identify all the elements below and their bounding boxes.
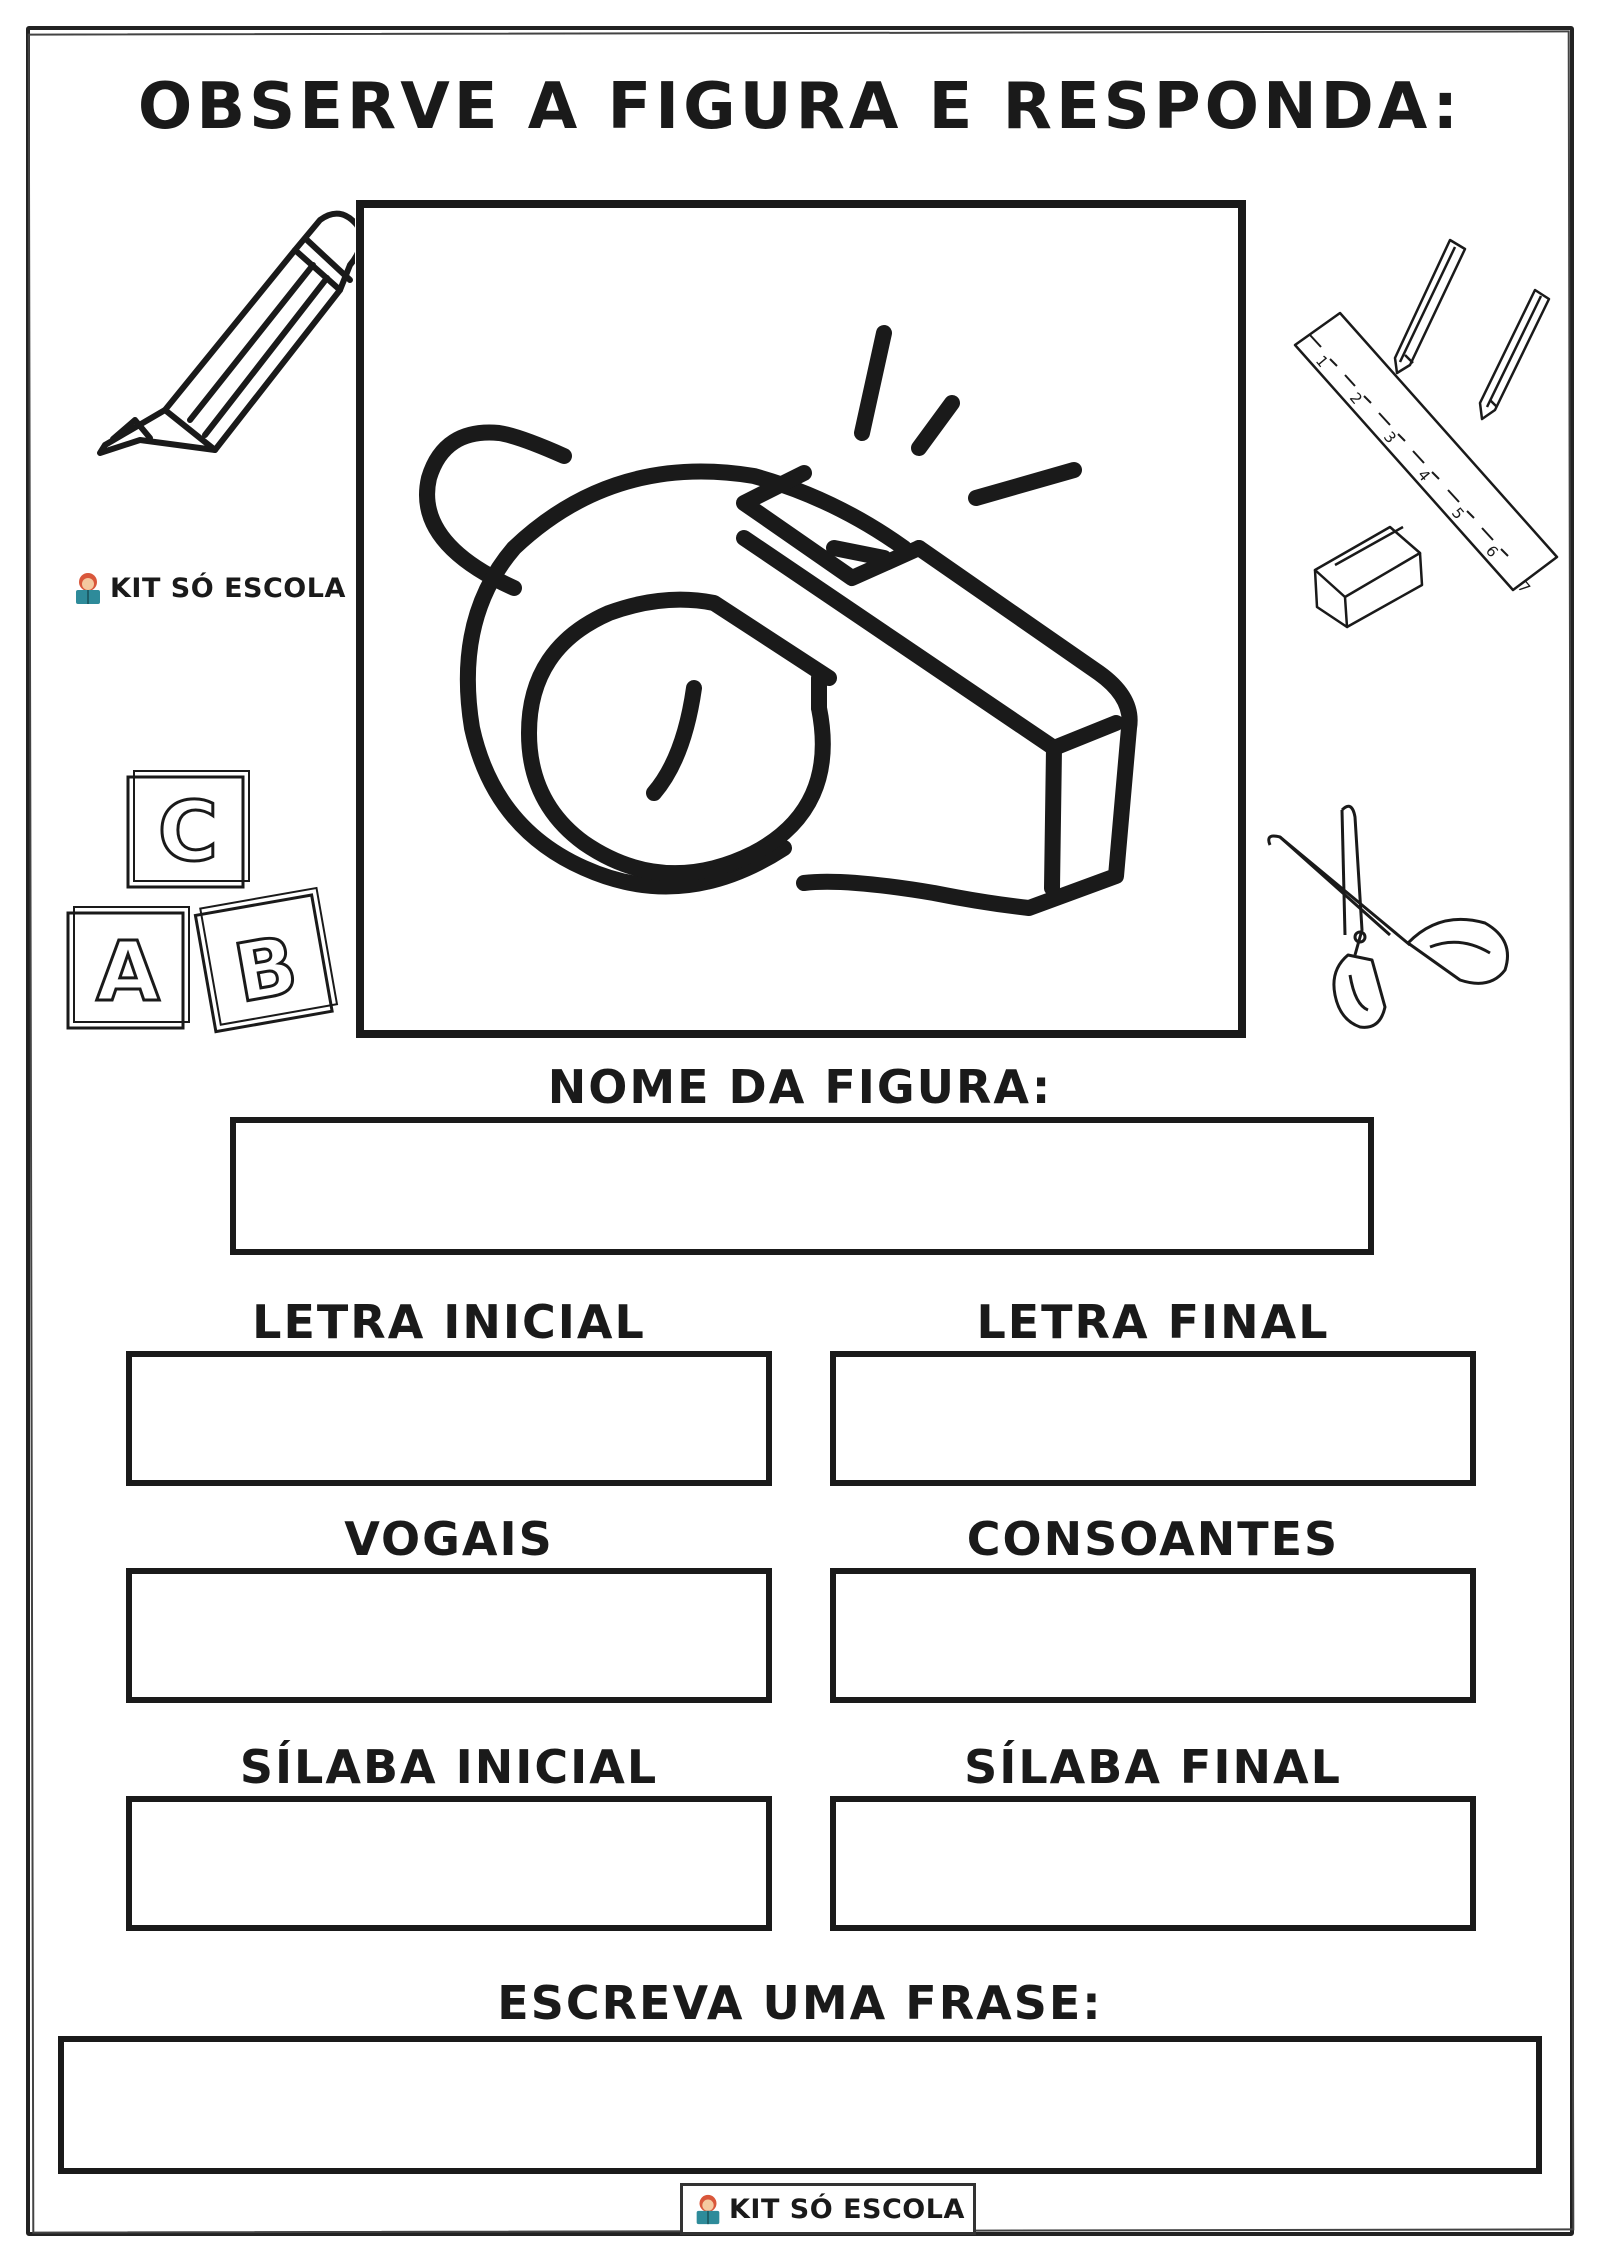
name-label: NOME DA FIGURA: bbox=[547, 1060, 1053, 1114]
sentence-label: ESCREVA UMA FRASE: bbox=[497, 1976, 1103, 2030]
last-syllable-label: SÍLABA FINAL bbox=[964, 1740, 1342, 1794]
first-letter-label: LETRA INICIAL bbox=[252, 1295, 646, 1349]
ruler-number: 5 bbox=[1447, 504, 1468, 523]
ruler-number: 4 bbox=[1413, 466, 1434, 485]
reading-kid-icon bbox=[70, 570, 106, 606]
ruler-number: 2 bbox=[1345, 389, 1366, 408]
name-answer-box[interactable] bbox=[230, 1117, 1374, 1255]
page-title: OBSERVE A FIGURA E RESPONDA: bbox=[137, 70, 1463, 144]
last-letter-label: LETRA FINAL bbox=[976, 1295, 1330, 1349]
whistle-icon bbox=[364, 208, 1238, 1030]
block-a-letter: A bbox=[96, 925, 160, 1020]
vowels-answer-box[interactable] bbox=[126, 1568, 772, 1703]
scissors-icon bbox=[1260, 795, 1520, 1070]
first-syllable-label: SÍLABA INICIAL bbox=[239, 1740, 659, 1794]
vowels-label: VOGAIS bbox=[344, 1512, 554, 1566]
last-letter-answer-box[interactable] bbox=[830, 1351, 1476, 1486]
block-b-letter: B bbox=[227, 918, 305, 1021]
consonants-label: CONSOANTES bbox=[966, 1512, 1340, 1566]
ruler-number: 6 bbox=[1481, 542, 1502, 561]
ruler-number: 7 bbox=[1513, 578, 1534, 597]
reading-kid-icon bbox=[691, 2192, 725, 2226]
brand-logo-footer bbox=[680, 2183, 976, 2235]
brand-logo bbox=[70, 570, 346, 606]
first-syllable-answer-box[interactable] bbox=[126, 1796, 772, 1931]
brand-text: KIT SÓ ESCOLA bbox=[110, 572, 346, 604]
first-letter-answer-box[interactable] bbox=[126, 1351, 772, 1486]
figure-frame bbox=[356, 200, 1246, 1038]
ruler-number: 3 bbox=[1379, 428, 1400, 447]
sentence-answer-box[interactable] bbox=[58, 2036, 1542, 2174]
pencil-icon bbox=[95, 195, 355, 465]
block-c-letter: C bbox=[157, 785, 219, 880]
last-syllable-answer-box[interactable] bbox=[830, 1796, 1476, 1931]
consonants-answer-box[interactable] bbox=[830, 1568, 1476, 1703]
abc-blocks-icon bbox=[60, 765, 350, 1045]
ruler-pencils-eraser-icon bbox=[1285, 235, 1560, 635]
brand-text: KIT SÓ ESCOLA bbox=[729, 2193, 965, 2225]
ruler-number: 1 bbox=[1311, 352, 1332, 371]
